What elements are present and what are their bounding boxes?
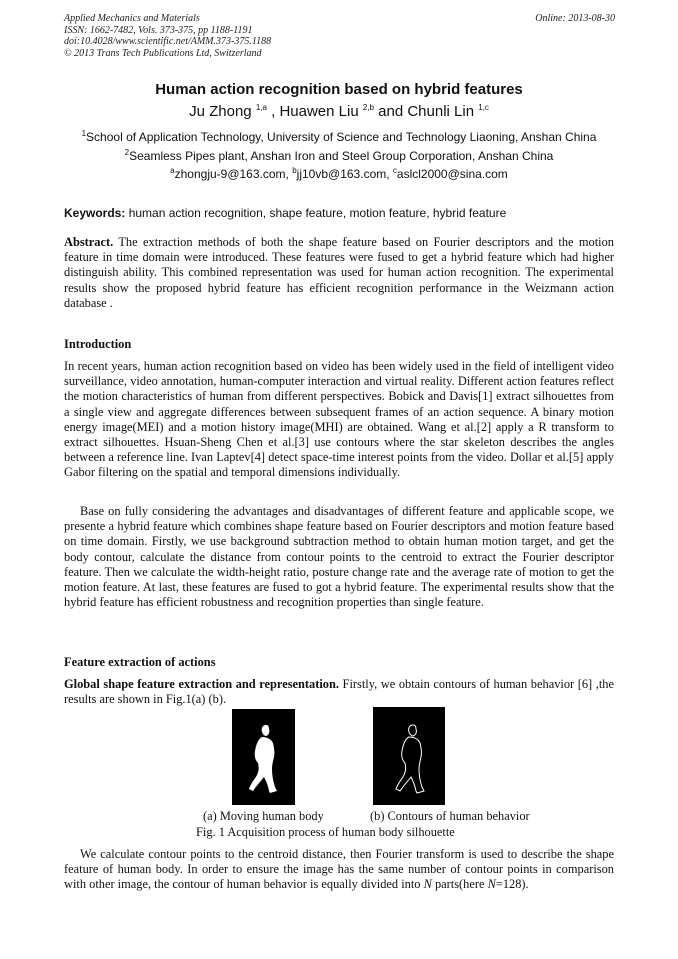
author-sup: 2,b — [362, 103, 374, 112]
email-text: aslcl2000@sina.com — [396, 167, 508, 181]
shape-description-text: parts(here — [431, 877, 488, 892]
author-separator: , — [266, 103, 280, 120]
shape-description-text: =128). — [495, 877, 529, 892]
affiliation-text: Seamless Pipes plant, Anshan Iron and Steel Group Corporation, Anshan China — [129, 149, 554, 163]
journal-header — [64, 13, 271, 59]
feature-heading: Feature extraction of actions — [64, 655, 216, 669]
introduction-heading: Introduction — [64, 337, 132, 351]
online-date: Online: 2013-08-30 — [535, 13, 615, 24]
journal-name: Applied Mechanics and Materials — [64, 13, 200, 24]
abstract-label: Abstract. — [64, 235, 114, 249]
variable-n: N — [487, 877, 496, 892]
author-sup: 1,a — [255, 103, 267, 112]
shape-description-paragraph — [64, 847, 614, 893]
variable-n: N — [423, 877, 432, 892]
intro-paragraph-1: In recent years, human action recognition based on video has been widely used in the field of intelligent video surveillance, video annotation, human-computer interaction and virtual reality. Different action features reflect the motion characteristics of human from different perspectives. Bobick and Davis[1] extract silhouettes from a single view and aggregate differences between subsequent frames of an action sequence. A binary motion energy image(MEI) and a motion history image(MHI) are obtained. Wang et al.[2] apply a R transform to extract silhouettes. Hsuan-Sheng Chen et al.[3] use contours where the star skeleton describes the angles between a reference line. Ivan Laptev[4] detect space-time interest points from the video. Dollar et al.[5] apply Gabor filtering on the spatial and temporal dimensions individually. — [64, 359, 614, 480]
figure-silhouette — [232, 709, 295, 805]
author-name: Ju Zhong — [189, 103, 252, 120]
abstract — [64, 235, 614, 311]
author-name: Chunli Lin — [407, 103, 475, 120]
doi: doi:10.4028/www.scientific.net/AMM.373-375.1188 — [64, 36, 272, 47]
author-list — [0, 103, 678, 120]
intro-paragraph-2: Base on fully considering the advantages and disadvantages of different feature and applicable scope, we presente a hybrid feature which combines shape feature based on Fourier descriptors and motion feature based on time domain. Firstly, we use background subtraction method to obtain human motion target, and get the body contour, calculate the distance from contour points to the centroid to extract the Fourier descriptor feature. Then we calculate the width-height ratio, posture change rate and the average rate of motion to get the motion feature. At last, these features are fused to got a hybrid feature. The experimental results show that the hybrid feature has efficient robustness and recognition properties than single feature. — [64, 504, 614, 610]
caption-b: (b) Contours of human behavior — [370, 809, 530, 823]
affiliation-1 — [0, 130, 678, 144]
affiliation-2 — [0, 149, 678, 163]
keywords — [64, 206, 506, 220]
shape-feature-paragraph — [64, 677, 614, 707]
affiliation-sup: 1 — [81, 129, 87, 138]
copyright: © 2013 Trans Tech Publications Ltd, Switzerland — [64, 47, 262, 59]
figure-contour — [373, 707, 445, 805]
contour-image — [373, 707, 445, 805]
caption-a: (a) Moving human body — [203, 809, 324, 823]
email-text: jj10vb@163.com, — [296, 167, 393, 181]
abstract-text: The extraction methods of both the shape feature based on Fourier descriptors and the motion feature in time domain were introduced. These features were fused to get a hybrid feature which had higher distinguish ability. This combined representation was used for human action recognition. The experimental results show the proposed hybrid feature has efficient recognition performance in the Weizmann action database . — [64, 235, 614, 310]
email-list — [0, 167, 678, 181]
shape-description-text: We calculate contour points to the centroid distance, then Fourier transform is used to describe the shape feature of human body. In order to ensure the image has the same number of contour points in comparison with other image, the contour of human behavior is equally divided into — [64, 847, 614, 892]
paper-title: Human action recognition based on hybrid features — [155, 81, 523, 98]
email-text: zhongju-9@163.com, — [174, 167, 293, 181]
keywords-label: Keywords: — [64, 206, 126, 220]
issn: ISSN: 1662-7482, Vols. 373-375, pp 1188-1191 — [64, 24, 253, 36]
figure-caption: Fig. 1 Acquisition process of human body silhouette — [196, 825, 455, 839]
author-sup: 1,c — [478, 103, 489, 112]
affiliation-sup: 2 — [124, 148, 130, 157]
keywords-text: human action recognition, shape feature, motion feature, hybrid feature — [125, 206, 507, 220]
shape-feature-label: Global shape feature extraction and representation. — [64, 677, 339, 691]
email-sup: a — [170, 166, 175, 175]
email-sup: c — [392, 166, 397, 175]
author-name: Huawen Liu — [279, 103, 359, 120]
silhouette-image — [232, 709, 295, 805]
email-sup: b — [292, 166, 297, 175]
shape-feature-text: Firstly, we obtain contours of human behavior [6] ,the results are shown in Fig.1(a) (b). — [64, 677, 614, 707]
affiliation-text: School of Application Technology, University of Science and Technology Liaoning, Anshan China — [86, 130, 597, 144]
author-separator: and — [373, 103, 408, 120]
